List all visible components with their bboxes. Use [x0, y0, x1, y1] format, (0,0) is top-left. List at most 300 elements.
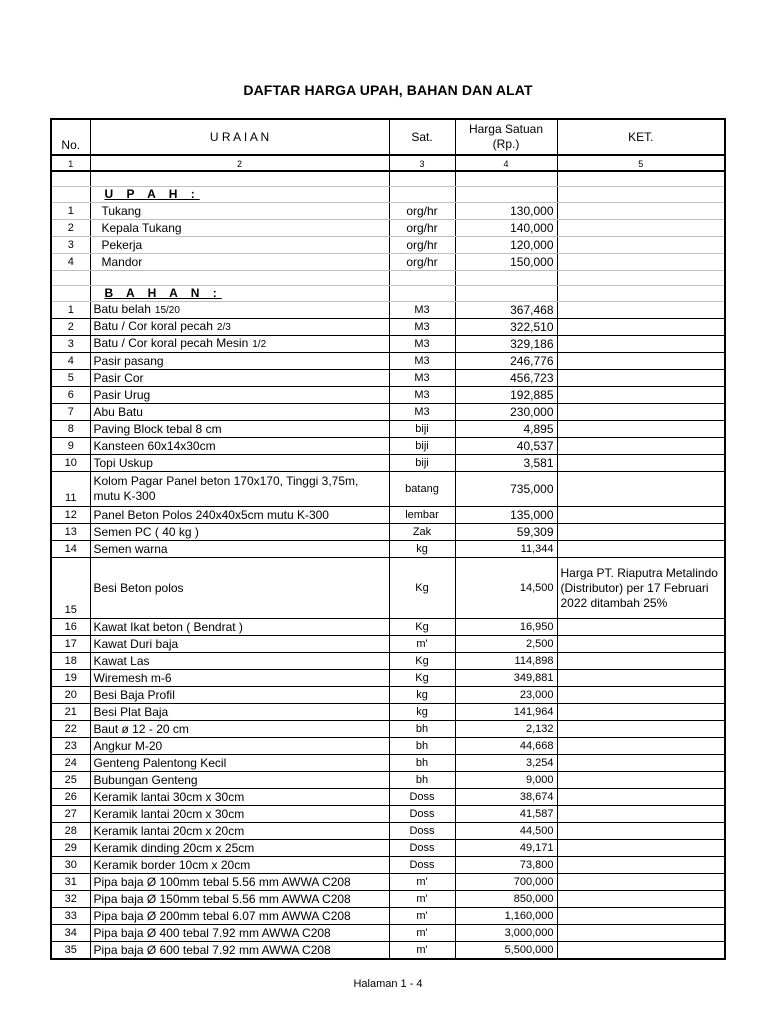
item-description: [90, 874, 389, 891]
table-row: [51, 507, 725, 524]
table-row: [51, 738, 725, 755]
item-ket: [557, 438, 725, 455]
item-description: [90, 857, 389, 874]
item-description-text: Pasir pasang: [93, 354, 164, 368]
item-description: [90, 353, 389, 370]
section-upah: [51, 187, 725, 203]
item-size-spec: 1/2: [252, 339, 267, 350]
item-description-text: Kawat Duri baja: [93, 637, 179, 651]
item-description: [90, 925, 389, 942]
item-description: [90, 721, 389, 738]
item-ket: [557, 823, 725, 840]
item-description-text: Keramik lantai 20cm x 30cm: [93, 807, 245, 821]
item-ket: [557, 857, 725, 874]
item-unit: m': [389, 874, 455, 891]
item-price: 16,950: [455, 619, 557, 636]
item-number: 10: [51, 455, 90, 472]
item-ket: [557, 353, 725, 370]
table-row: [51, 772, 725, 789]
item-price: 456,723: [455, 370, 557, 387]
table-row: [51, 541, 725, 558]
item-description-text: Keramik dinding 20cm x 25cm: [93, 841, 255, 855]
item-price: 9,000: [455, 772, 557, 789]
item-unit: M3: [389, 387, 455, 404]
item-description-text: Baut ø 12 - 20 cm: [93, 722, 189, 736]
item-ket: [557, 237, 725, 254]
item-unit: m': [389, 925, 455, 942]
table-row: [51, 336, 725, 353]
item-description: [90, 421, 389, 438]
item-price: 230,000: [455, 404, 557, 421]
table-row: [51, 670, 725, 687]
section-label: U P A H :: [104, 187, 200, 201]
item-ket: [557, 455, 725, 472]
item-number: 3: [51, 237, 90, 254]
header-no: No.: [51, 119, 90, 155]
section-label: B A H A N :: [104, 286, 222, 300]
empty-cell: [389, 171, 455, 187]
empty-cell: [90, 171, 389, 187]
item-unit: m': [389, 942, 455, 960]
item-number: 16: [51, 619, 90, 636]
item-description-text: Genteng Palentong Kecil: [93, 756, 227, 770]
item-unit: Kg: [389, 558, 455, 619]
item-price: 150,000: [455, 254, 557, 271]
item-ket: [557, 874, 725, 891]
header-ket: KET.: [557, 119, 725, 155]
item-unit: Doss: [389, 857, 455, 874]
item-description-text: Topi Uskup: [93, 456, 153, 470]
item-ket: [557, 721, 725, 738]
item-description: [90, 636, 389, 653]
item-number: 21: [51, 704, 90, 721]
empty-cell: [455, 187, 557, 203]
item-description: [90, 438, 389, 455]
item-price: 246,776: [455, 353, 557, 370]
table-row: [51, 874, 725, 891]
item-price: 3,581: [455, 455, 557, 472]
item-description: [90, 387, 389, 404]
item-ket-note: Harga PT. Riaputra Metalindo (Distributor) per 17 Februari 2022 ditambah 25%: [557, 558, 725, 619]
table-row: [51, 438, 725, 455]
item-description-text: Pipa baja Ø 150mm tebal 5.56 mm AWWA C208: [93, 892, 351, 906]
item-price: 3,000,000: [455, 925, 557, 942]
empty-cell: [557, 286, 725, 302]
table-row: [51, 302, 725, 319]
item-description: Tukang: [90, 203, 389, 220]
table-row: [51, 857, 725, 874]
item-description: Kepala Tukang: [90, 220, 389, 237]
table-row: [51, 237, 725, 254]
table-row: [51, 806, 725, 823]
item-description-text: Besi Plat Baja: [93, 705, 169, 719]
table-row: [51, 823, 725, 840]
item-unit: M3: [389, 370, 455, 387]
item-unit: M3: [389, 302, 455, 319]
item-price: 1,160,000: [455, 908, 557, 925]
item-price: 114,898: [455, 653, 557, 670]
table-row: [51, 421, 725, 438]
item-ket: [557, 507, 725, 524]
table-row: [51, 704, 725, 721]
item-description-text: Angkur M-20: [93, 739, 163, 753]
section-label-cell: [90, 286, 389, 302]
item-number: 26: [51, 789, 90, 806]
item-unit: lembar: [389, 507, 455, 524]
item-number: 22: [51, 721, 90, 738]
spacer-row: [51, 171, 725, 187]
item-price: 41,587: [455, 806, 557, 823]
item-number: 31: [51, 874, 90, 891]
item-price: 59,309: [455, 524, 557, 541]
item-number: 30: [51, 857, 90, 874]
item-unit: biji: [389, 421, 455, 438]
item-unit: M3: [389, 336, 455, 353]
item-unit: M3: [389, 319, 455, 336]
item-price: 2,500: [455, 636, 557, 653]
item-price: 40,537: [455, 438, 557, 455]
item-number: 29: [51, 840, 90, 857]
item-ket: [557, 891, 725, 908]
item-number: 3: [51, 336, 90, 353]
item-price: 120,000: [455, 237, 557, 254]
section-label-cell: [90, 187, 389, 203]
item-number: 4: [51, 353, 90, 370]
item-price: 735,000: [455, 472, 557, 507]
table-row: [51, 789, 725, 806]
col-number: 5: [557, 155, 725, 171]
item-description: [90, 755, 389, 772]
item-description: [90, 319, 389, 336]
table-header-row: [51, 119, 725, 155]
item-description-text: Pasir Urug: [93, 388, 151, 402]
col-number: 1: [51, 155, 90, 171]
item-description: [90, 891, 389, 908]
item-ket: [557, 619, 725, 636]
item-unit: org/hr: [389, 237, 455, 254]
table-row: [51, 721, 725, 738]
item-description: [90, 336, 389, 353]
item-description: [90, 541, 389, 558]
item-number: 24: [51, 755, 90, 772]
item-description-text: Pipa baja Ø 100mm tebal 5.56 mm AWWA C208: [93, 875, 351, 889]
table-row: [51, 840, 725, 857]
item-price: 192,885: [455, 387, 557, 404]
item-description: [90, 302, 389, 319]
col-number: 3: [389, 155, 455, 171]
item-price: 329,186: [455, 336, 557, 353]
item-description-text: Pipa baja Ø 400 tebal 7.92 mm AWWA C208: [93, 926, 331, 940]
item-unit: Doss: [389, 806, 455, 823]
empty-cell: [51, 187, 90, 203]
table-row: [51, 524, 725, 541]
item-number: 14: [51, 541, 90, 558]
table-row: [51, 558, 725, 619]
empty-cell: [389, 286, 455, 302]
empty-cell: [455, 271, 557, 286]
item-description-text: Abu Batu: [93, 405, 143, 419]
item-number: 20: [51, 687, 90, 704]
item-description-text: Pipa baja Ø 600 tebal 7.92 mm AWWA C208: [93, 943, 331, 957]
table-row: [51, 687, 725, 704]
item-ket: [557, 942, 725, 960]
item-description-text: Besi Baja Profil: [93, 688, 175, 702]
item-ket: [557, 789, 725, 806]
item-description-text: Batu / Cor koral pecah: [93, 319, 213, 333]
item-description-text: Wiremesh m-6: [93, 671, 172, 685]
table-row: [51, 404, 725, 421]
price-table: [50, 118, 726, 960]
item-price: 38,674: [455, 789, 557, 806]
item-description: [90, 942, 389, 960]
item-unit: kg: [389, 687, 455, 704]
item-description: [90, 370, 389, 387]
header-uraian: U R A I A N: [90, 119, 389, 155]
item-description: [90, 908, 389, 925]
item-number: 1: [51, 302, 90, 319]
item-number: 28: [51, 823, 90, 840]
table-row: [51, 925, 725, 942]
spacer-row: [51, 271, 725, 286]
item-unit: M3: [389, 353, 455, 370]
item-number: 32: [51, 891, 90, 908]
item-ket: [557, 840, 725, 857]
item-unit: biji: [389, 438, 455, 455]
item-unit: Kg: [389, 619, 455, 636]
item-ket: [557, 336, 725, 353]
item-ket: [557, 925, 725, 942]
item-number: 8: [51, 421, 90, 438]
item-description: [90, 507, 389, 524]
item-price: 44,500: [455, 823, 557, 840]
item-ket: [557, 254, 725, 271]
item-description-text: Keramik border 10cm x 20cm: [93, 858, 251, 872]
header-sat: Sat.: [389, 119, 455, 155]
table-row: [51, 942, 725, 960]
item-ket: [557, 687, 725, 704]
item-unit: Kg: [389, 670, 455, 687]
item-price: 14,500: [455, 558, 557, 619]
table-row: [51, 370, 725, 387]
item-number: 9: [51, 438, 90, 455]
item-unit: Doss: [389, 823, 455, 840]
header-harga: [455, 119, 557, 155]
section-bahan: [51, 286, 725, 302]
item-unit: Doss: [389, 840, 455, 857]
item-price: 23,000: [455, 687, 557, 704]
item-description: [90, 404, 389, 421]
table-row: [51, 353, 725, 370]
item-description-text: Pasir Cor: [93, 371, 144, 385]
item-price: 322,510: [455, 319, 557, 336]
item-ket: [557, 670, 725, 687]
col-number: 2: [90, 155, 389, 171]
item-description-text: Besi Beton polos: [93, 580, 184, 595]
item-unit: bh: [389, 772, 455, 789]
item-unit: m': [389, 908, 455, 925]
item-price: 349,881: [455, 670, 557, 687]
item-description-text: Semen PC ( 40 kg ): [93, 525, 199, 539]
item-price: 49,171: [455, 840, 557, 857]
item-price: 700,000: [455, 874, 557, 891]
column-number-row: [51, 155, 725, 171]
empty-cell: [389, 271, 455, 286]
item-price: 3,254: [455, 755, 557, 772]
table-row: [51, 455, 725, 472]
item-price: 135,000: [455, 507, 557, 524]
item-unit: bh: [389, 721, 455, 738]
item-number: 18: [51, 653, 90, 670]
item-description-text: Keramik lantai 20cm x 20cm: [93, 824, 245, 838]
item-price: 11,344: [455, 541, 557, 558]
item-unit: org/hr: [389, 203, 455, 220]
item-description: [90, 455, 389, 472]
table-row: [51, 319, 725, 336]
item-price: 130,000: [455, 203, 557, 220]
item-unit: org/hr: [389, 254, 455, 271]
item-number: 5: [51, 370, 90, 387]
item-number: 13: [51, 524, 90, 541]
item-number: 11: [51, 472, 90, 507]
item-ket: [557, 772, 725, 789]
item-description-text: Kansteen 60x14x30cm: [93, 439, 216, 453]
item-ket: [557, 908, 725, 925]
item-description-text: Panel Beton Polos 240x40x5cm mutu K-300: [93, 508, 329, 522]
item-description-text: Batu belah: [93, 302, 151, 316]
item-ket: [557, 653, 725, 670]
item-size-spec: 2/3: [216, 322, 231, 333]
item-description: Pekerja: [90, 237, 389, 254]
item-price: 73,800: [455, 857, 557, 874]
item-ket: [557, 755, 725, 772]
item-ket: [557, 203, 725, 220]
item-number: 1: [51, 203, 90, 220]
item-size-spec: 15/20: [154, 305, 180, 316]
table-row: [51, 472, 725, 507]
item-description: [90, 704, 389, 721]
item-description-text: Kolom Pagar Panel beton 170x170, Tinggi 3,75m, mutu K-300: [93, 474, 359, 503]
item-description-text: Keramik lantai 30cm x 30cm: [93, 790, 245, 804]
item-ket: [557, 806, 725, 823]
item-description: [90, 806, 389, 823]
item-description: [90, 472, 389, 507]
item-number: 25: [51, 772, 90, 789]
empty-cell: [51, 271, 90, 286]
empty-cell: [455, 171, 557, 187]
item-description: [90, 772, 389, 789]
item-ket: [557, 421, 725, 438]
item-unit: M3: [389, 404, 455, 421]
empty-cell: [389, 187, 455, 203]
item-unit: Zak: [389, 524, 455, 541]
item-description-text: Batu / Cor koral pecah Mesin: [93, 336, 249, 350]
item-price: 850,000: [455, 891, 557, 908]
item-unit: Kg: [389, 653, 455, 670]
item-price: 44,668: [455, 738, 557, 755]
table-row: [51, 636, 725, 653]
table-row: [51, 203, 725, 220]
header-harga-line1: Harga Satuan: [468, 122, 544, 136]
empty-cell: [557, 171, 725, 187]
item-price: 2,132: [455, 721, 557, 738]
item-number: 34: [51, 925, 90, 942]
empty-cell: [557, 187, 725, 203]
item-unit: kg: [389, 541, 455, 558]
item-unit: Doss: [389, 789, 455, 806]
item-description: [90, 524, 389, 541]
item-number: 17: [51, 636, 90, 653]
empty-cell: [455, 286, 557, 302]
item-unit: m': [389, 891, 455, 908]
item-ket: [557, 387, 725, 404]
item-unit: m': [389, 636, 455, 653]
item-number: 2: [51, 319, 90, 336]
item-ket: [557, 370, 725, 387]
item-description-text: Kawat Ikat beton ( Bendrat ): [93, 620, 243, 634]
item-unit: biji: [389, 455, 455, 472]
item-price: 367,468: [455, 302, 557, 319]
item-ket: [557, 319, 725, 336]
table-row: [51, 387, 725, 404]
item-ket: [557, 302, 725, 319]
empty-cell: [51, 286, 90, 302]
item-description: Mandor: [90, 254, 389, 271]
item-number: 6: [51, 387, 90, 404]
item-price: 140,000: [455, 220, 557, 237]
item-number: 7: [51, 404, 90, 421]
item-ket: [557, 738, 725, 755]
item-number: 12: [51, 507, 90, 524]
empty-cell: [557, 271, 725, 286]
table-row: [51, 220, 725, 237]
item-unit: bh: [389, 755, 455, 772]
item-description: [90, 619, 389, 636]
item-price: 5,500,000: [455, 942, 557, 960]
item-description: [90, 840, 389, 857]
item-ket: [557, 704, 725, 721]
table-row: [51, 755, 725, 772]
empty-cell: [90, 271, 389, 286]
item-ket: [557, 524, 725, 541]
item-description: [90, 558, 389, 619]
item-ket: [557, 404, 725, 421]
col-number: 4: [455, 155, 557, 171]
item-ket: [557, 541, 725, 558]
item-ket: [557, 636, 725, 653]
item-price: 141,964: [455, 704, 557, 721]
table-row: [51, 891, 725, 908]
item-description: [90, 823, 389, 840]
item-unit: kg: [389, 704, 455, 721]
item-description: [90, 670, 389, 687]
item-unit: batang: [389, 472, 455, 507]
item-number: 19: [51, 670, 90, 687]
item-description: [90, 738, 389, 755]
item-number: 23: [51, 738, 90, 755]
item-number: 15: [51, 558, 90, 619]
item-unit: bh: [389, 738, 455, 755]
item-description: [90, 789, 389, 806]
item-number: 35: [51, 942, 90, 960]
document-title: DAFTAR HARGA UPAH, BAHAN DAN ALAT: [243, 82, 533, 98]
item-number: 33: [51, 908, 90, 925]
empty-cell: [51, 171, 90, 187]
item-number: 2: [51, 220, 90, 237]
item-ket: [557, 220, 725, 237]
item-price: 4,895: [455, 421, 557, 438]
item-description: [90, 653, 389, 670]
item-unit: org/hr: [389, 220, 455, 237]
